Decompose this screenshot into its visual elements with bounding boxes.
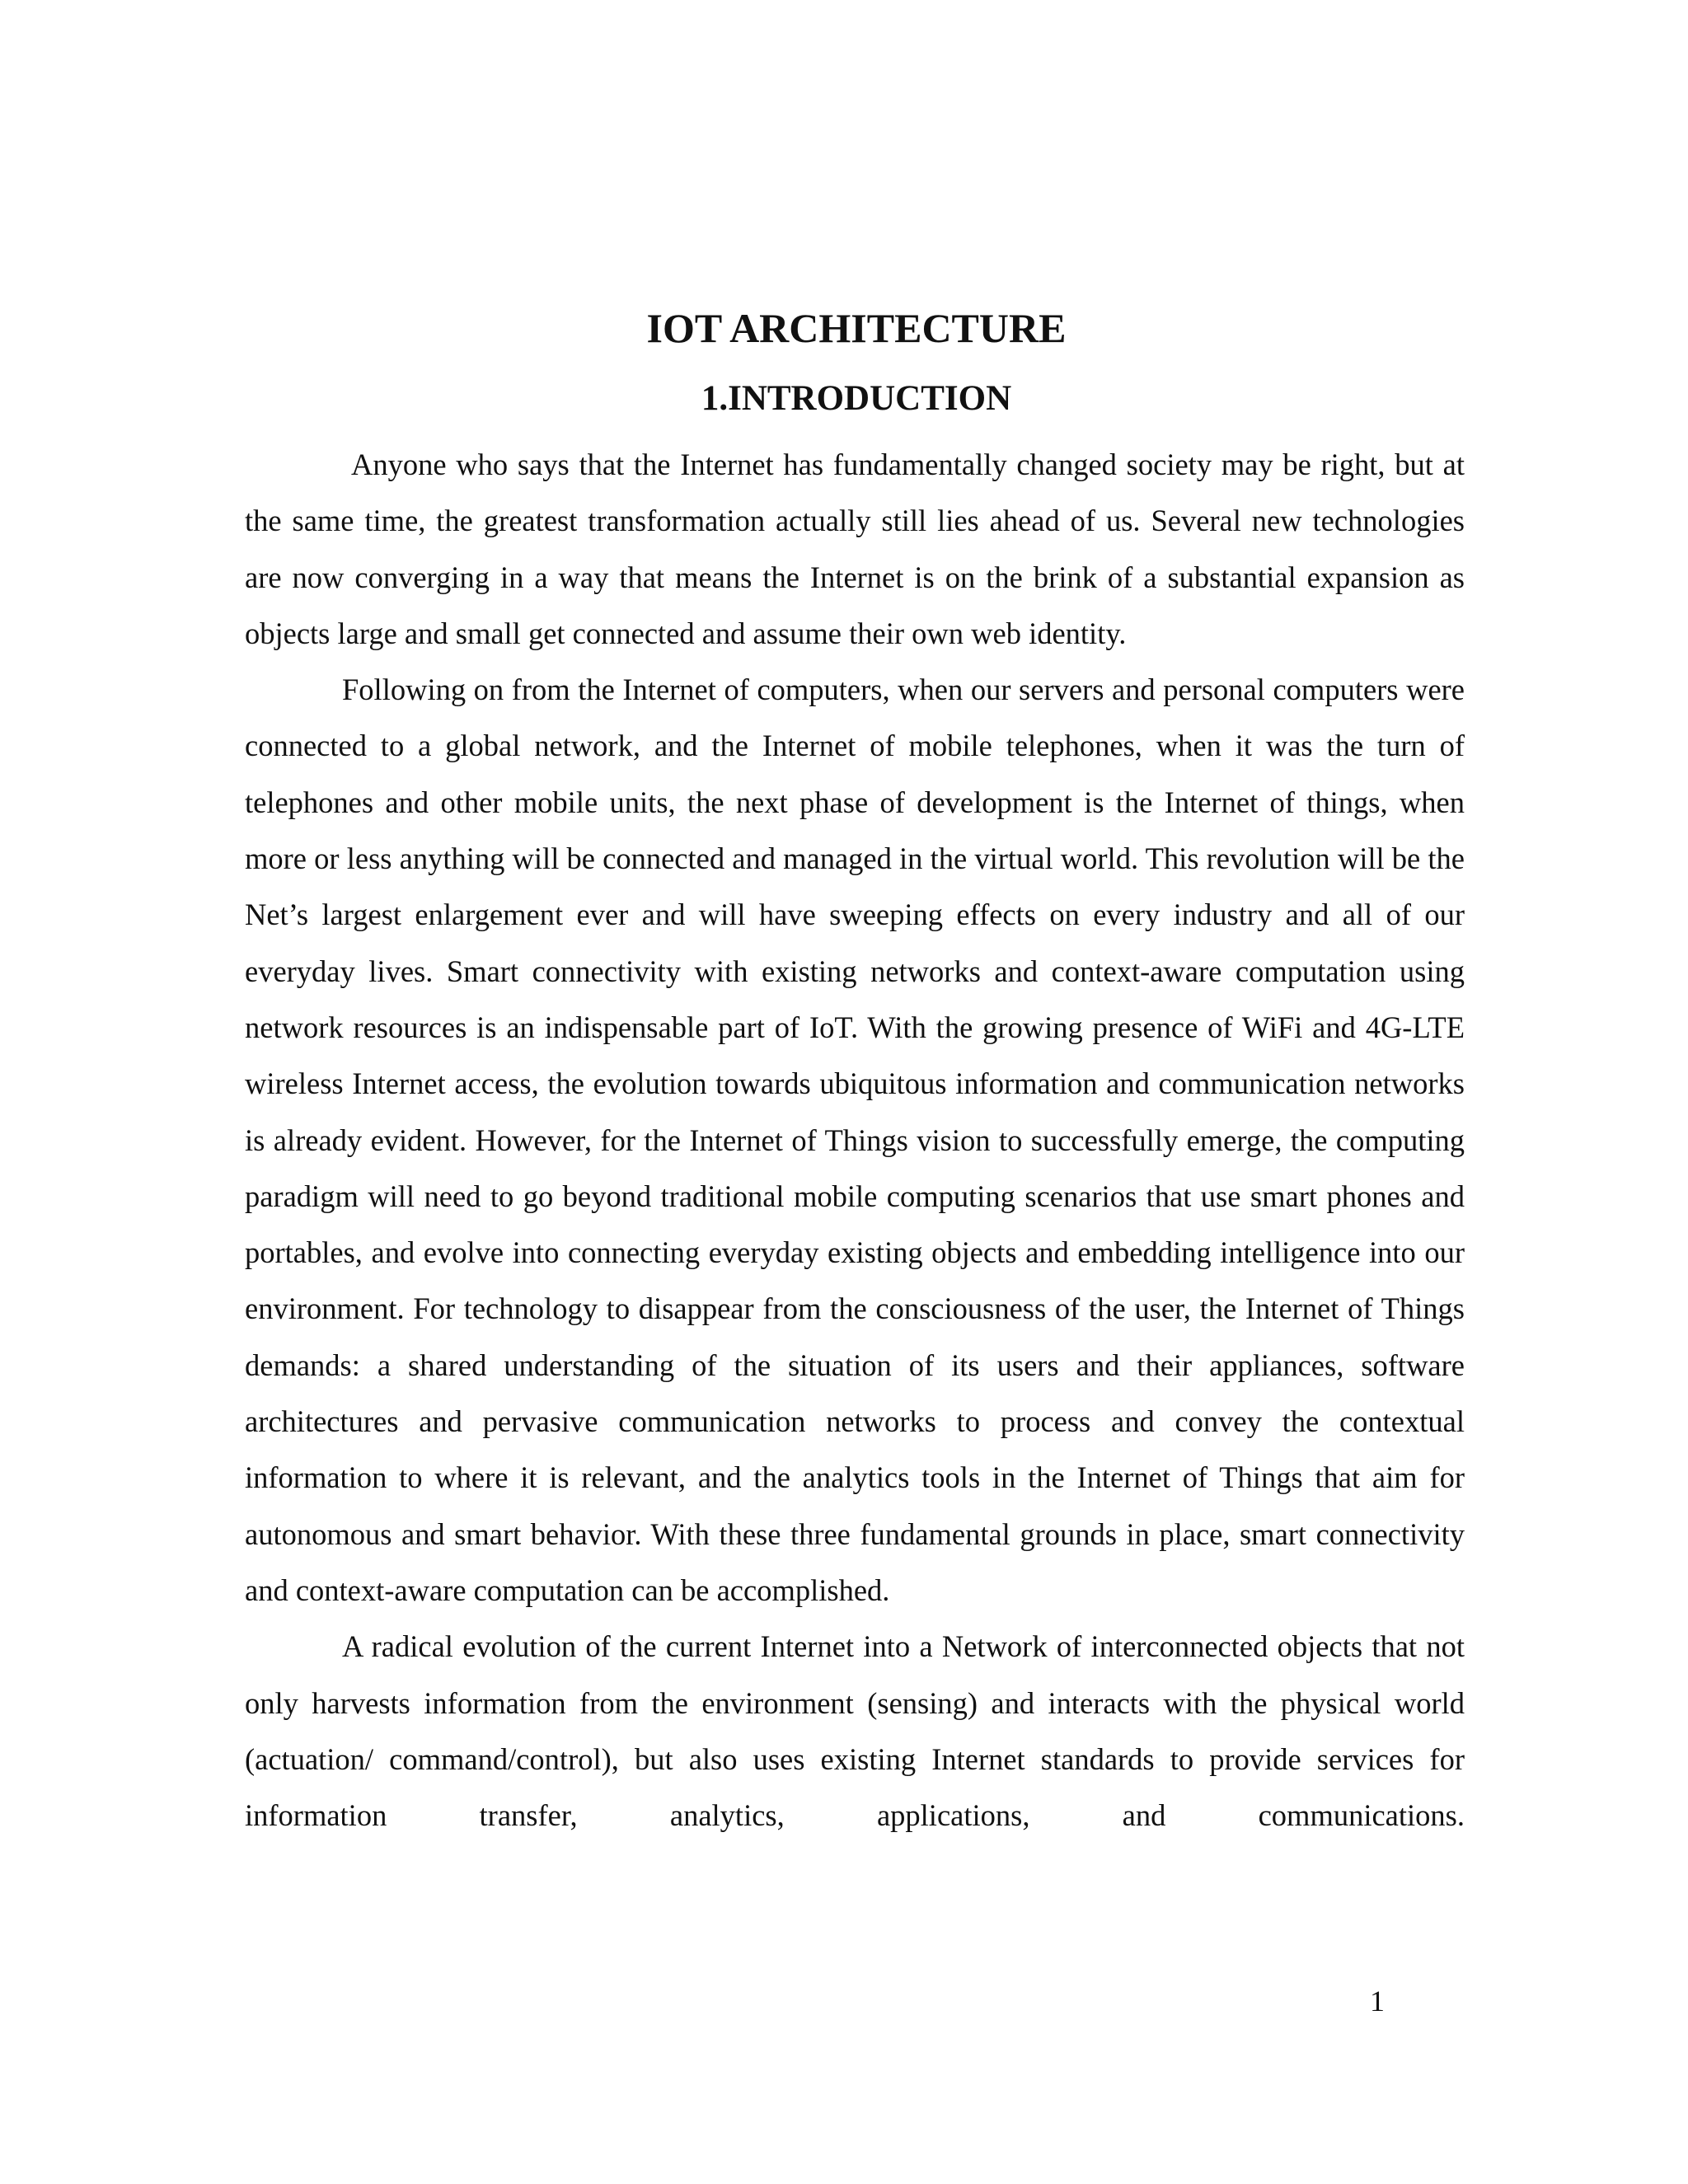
paragraph-3: A radical evolution of the current Internet into a Network of interconnected objects that not only harvests information from the environment (sensing) and interacts with the physical world (actuation/ command/control), but also uses existing Internet standards to provide services for information transfer, analytics, applications, and communications. — [245, 1629, 1465, 1833]
page-number: 1 — [1370, 1985, 1385, 2018]
body-text — [245, 437, 1465, 1844]
paragraph-1: Anyone who says that the Internet has fundamentally changed society may be right, but at the same time, the greatest transformation actually still lies ahead of us. Several new technologies are now converging in a way that means the Internet is on the brink of a substantial expansion as objects large and small get connected and assume their own web identity. — [245, 448, 1465, 650]
paragraph-2: Following on from the Internet of computers, when our servers and personal computers were connected to a global network, and the Internet of mobile telephones, when it was the turn of telephones and other mobile units, the next phase of development is the Internet of things, when more or less anything will be connected and managed in the virtual world. This revolution will be the Net’s largest enlargement ever and will have sweeping effects on every industry and all of our everyday lives. Smart connectivity with existing networks and context-aware computation using network resources is an indispensable part of IoT. With the growing presence of WiFi and 4G-LTE wireless Internet access, the evolution towards ubiquitous information and communication networks is already evident. However, for the Internet of Things vision to successfully emerge, the computing paradigm will need to go beyond traditional mobile computing scenarios that use smart phones and portables, and evolve into connecting everyday existing objects and embedding intelligence into our environment. For technology to disappear from the consciousness of the user, the Internet of Things demands: a shared understanding of the situation of its users and their appliances, software architectures and pervasive communication networks to process and convey the contextual information to where it is relevant, and the analytics tools in the Internet of Things that aim for autonomous and smart behavior. With these three fundamental grounds in place, smart connectivity and context-aware computation can be accomplished. — [245, 673, 1465, 1607]
section-heading: 1.INTRODUCTION — [701, 379, 1012, 418]
document-title: IOT ARCHITECTURE — [646, 305, 1067, 351]
